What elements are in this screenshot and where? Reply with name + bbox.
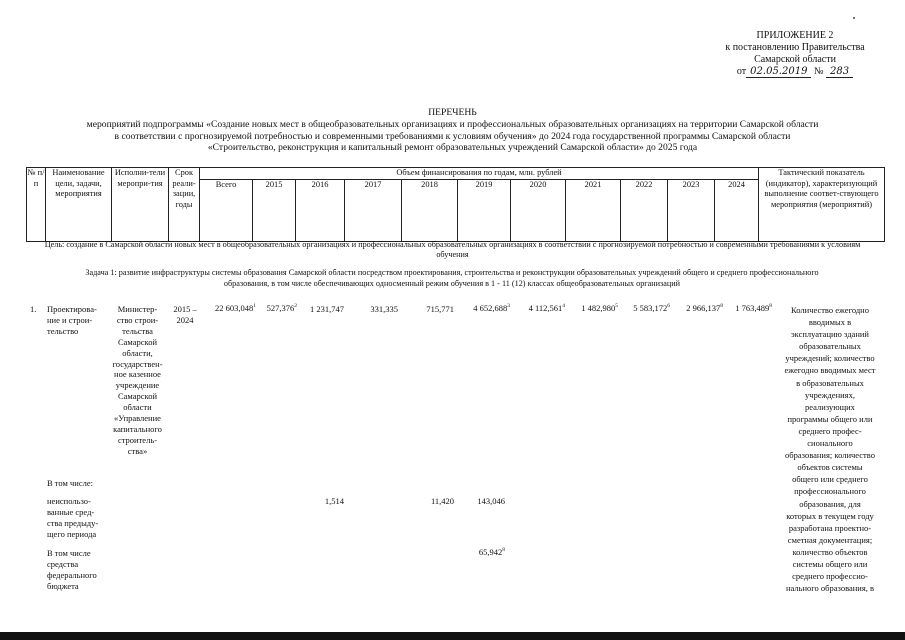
document-title: ПЕРЕЧЕНЬ xyxy=(428,107,477,118)
stamp-date-line: от 02.05.2019 № 283 xyxy=(720,66,870,78)
header-number: № п/п xyxy=(27,168,46,242)
header-total: Всего xyxy=(200,179,253,241)
funding-table-header xyxy=(26,167,885,242)
value-2022: 5 583,172$^6$ xyxy=(633,303,670,313)
federal-2019: 65,942$^8$ xyxy=(478,547,505,557)
including-label: В том числе: xyxy=(47,478,93,488)
scan-bottom-edge xyxy=(0,632,905,640)
unused-2019: 143,046 xyxy=(477,496,505,506)
row-number: 1. xyxy=(30,304,37,314)
scan-dot xyxy=(853,17,855,19)
stamp-region: Самарской области xyxy=(754,54,836,65)
value-2017: 331,335 xyxy=(370,304,398,314)
value-2020: 4 112,561$^4$ xyxy=(528,303,565,313)
header-executors: Исполни-тели меропри-тия xyxy=(112,168,169,242)
task-text: Задача 1: развитие инфраструктуры системы образования Самарской области посредством проектирования, строительства и реконструкции образовательных учреждений общего и среднего профессионального образования, в том числе обеспечивающих односменный режим обучения в 1 - 11 (12) классах общеобразовательных организаций xyxy=(85,268,819,288)
goal-text: Цель: создание в Самарской области новых мест в общеобразовательных организациях и профессиональных образовательных организациях в соответствии с прогнозируемой потребностью и современными требованиями к условиям обучения xyxy=(44,240,861,259)
value-2019: 4 652,688$^3$ xyxy=(473,303,510,313)
value-2023: 2 966,137$^8$ xyxy=(686,303,723,313)
unused-2018: 11,420 xyxy=(430,496,454,506)
approval-stamp xyxy=(720,30,870,78)
value-2024: 1 763,489$^8$ xyxy=(735,303,772,313)
value-2021: 1 482,980$^5$ xyxy=(581,303,618,313)
header-year: 2024 xyxy=(715,179,759,241)
federal-budget-label: В том числе средства федерального бюджета xyxy=(47,548,97,591)
header-name: Наименование цели, задачи, мероприятия xyxy=(46,168,112,242)
unused-2016: 1,514 xyxy=(324,496,344,506)
header-year: 2022 xyxy=(621,179,668,241)
header-term: Срок реали-зации, годы xyxy=(169,168,200,242)
header-funding: Объем финансирования по годам, млн. рублей xyxy=(200,168,759,180)
header-year: 2020 xyxy=(511,179,566,241)
stamp-resolution: к постановлению Правительства xyxy=(725,42,865,53)
header-year: 2018 xyxy=(402,179,458,241)
header-year: 2017 xyxy=(345,179,402,241)
heading-line-3: «Строительство, реконструкция и капитальный ремонт образовательных учреждений Самарской области» до 2025 года xyxy=(207,142,698,154)
document-heading xyxy=(0,107,905,154)
value-2016: 1 231,747 xyxy=(310,304,344,314)
header-year: 2023 xyxy=(668,179,715,241)
row-indicator: Количество ежегодно вводимых в эксплуатацию зданий образовательных учреждений; количество ежегодно вводимых мест в образовательных учреждениях, реализующих программы общего или среднего профес- сионального образования; количество объектов системы общего или среднего профессионального образования, для которых в текущем году разработана проектно- сметная документация; количество объектов системы общего или среднего профессио- нального образования, в xyxy=(784,305,876,594)
header-year: 2021 xyxy=(566,179,621,241)
unused-funds-label: неиспользо- ванные сред- ства предыду- щего периода xyxy=(47,496,99,539)
heading-line-1: мероприятий подпрограммы «Создание новых мест в общеобразовательных организациях и профессиональных образовательных организациях на территории Самарской области xyxy=(86,118,819,130)
header-year: 2016 xyxy=(296,179,345,241)
value-2018: 715,771 xyxy=(426,304,454,314)
header-year: 2015 xyxy=(253,179,296,241)
value-2015: 527,376$^2$ xyxy=(266,303,297,313)
header-indicator: Тактический показатель (индикатор), характеризующий выполнение соответ-ствующего мероприятия (мероприятий) xyxy=(759,168,885,242)
header-year: 2019 xyxy=(458,179,511,241)
row-term: 2015 – 2024 xyxy=(173,304,197,325)
heading-line-2: в соответствии с прогнозируемой потребностью и современными требованиями к условиям обучения» до 2024 года государственной программы Самарской области xyxy=(114,130,791,142)
value-total: 22 603,048$^1$ xyxy=(215,303,256,313)
stamp-appendix: ПРИЛОЖЕНИЕ 2 xyxy=(756,30,834,41)
row-executors: Министер- ство строи- тельства Самарской области, государствен- ное казенное учреждение Самарской области «Управление капитального строитель- ства» xyxy=(112,304,163,456)
row-name: Проектирова- ние и строи- тельство xyxy=(47,304,97,336)
stamp-date: 02.05.2019 xyxy=(746,66,811,78)
stamp-number: 283 xyxy=(826,66,853,78)
